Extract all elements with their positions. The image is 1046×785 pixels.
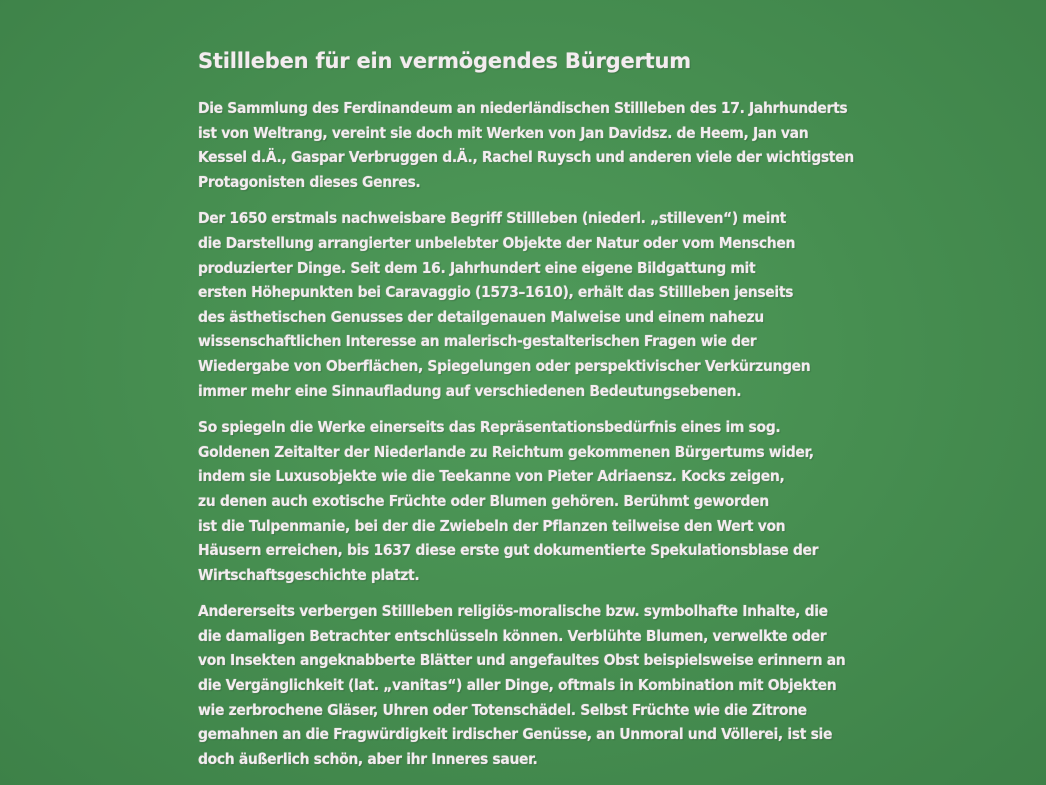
text-line: doch äußerlich schön, aber ihr Inneres sauer. <box>198 749 538 768</box>
text-line: ist die Tulpenmanie, bei der die Zwiebeln der Pflanzen teilweise den Wert von <box>198 516 786 535</box>
text-line: gemahnen an die Fragwürdigkeit irdischer Genüsse, an Unmoral und Völlerei, ist sie <box>198 725 833 744</box>
text-line: Goldenen Zeitalter der Niederlande zu Reichtum gekommenen Bürgertums wider, <box>198 442 814 461</box>
text-line: Häusern erreichen, bis 1637 diese erste gut dokumentierte Spekulationsblase der <box>198 541 819 560</box>
text-line: zu denen auch exotische Früchte oder Blumen gehören. Berühmt geworden <box>198 491 769 510</box>
text-line: Der 1650 erstmals nachweisbare Begriff Stillleben (niederl. „stilleven“) meint <box>198 209 786 228</box>
paragraph-representation <box>198 415 898 587</box>
paragraph-symbolism <box>198 599 898 771</box>
text-line: wie zerbrochene Gläser, Uhren oder Totenschädel. Selbst Früchte wie die Zitrone <box>198 700 807 719</box>
text-line: von Insekten angeknabberte Blätter und angefaultes Obst beispielsweise erinnern an <box>198 651 846 670</box>
text-line: die Darstellung arrangierter unbelebter Objekte der Natur oder vom Menschen <box>198 233 796 252</box>
text-line: ist von Weltrang, vereint sie doch mit Werken von Jan Davidsz. de Heem, Jan van <box>198 123 809 142</box>
panel-title: Stillleben für ein vermögendes Bürgertum <box>198 49 691 73</box>
text-line: produzierter Dinge. Seit dem 16. Jahrhundert eine eigene Bildgattung mit <box>198 258 756 277</box>
wall-text-panel <box>198 46 898 783</box>
text-line: indem sie Luxusobjekte wie die Teekanne von Pieter Adriaensz. Kocks zeigen, <box>198 467 785 486</box>
text-line: immer mehr eine Sinnaufladung auf verschiedenen Bedeutungsebenen. <box>198 381 742 400</box>
text-line: Wiedergabe von Oberflächen, Spiegelungen oder perspektivischer Verkürzungen <box>198 356 811 375</box>
text-line: wissenschaftlichen Interesse an malerisch-gestalterischen Fragen wie der <box>198 332 757 351</box>
text-line: des ästhetischen Genusses der detailgenauen Malweise und einem nahezu <box>198 307 764 326</box>
paragraph-definition <box>198 206 898 403</box>
text-line: ersten Höhepunkten bei Caravaggio (1573–1610), erhält das Stillleben jenseits <box>198 283 794 302</box>
text-line: Protagonisten dieses Genres. <box>198 172 421 191</box>
text-line: Kessel d.Ä., Gaspar Verbruggen d.Ä., Rachel Ruysch und anderen viele der wichtigsten <box>198 148 854 167</box>
text-line: Die Sammlung des Ferdinandeum an niederländischen Stillleben des 17. Jahrhunderts <box>198 99 848 117</box>
text-line: Wirtschaftsgeschichte platzt. <box>198 565 420 584</box>
text-line: So spiegeln die Werke einerseits das Repräsentationsbedürfnis eines im sog. <box>198 418 781 437</box>
text-line: die damaligen Betrachter entschlüsseln können. Verblühte Blumen, verwelkte oder <box>198 626 827 645</box>
paragraph-collection <box>198 96 898 194</box>
text-line: die Vergänglichkeit (lat. „vanitas“) aller Dinge, oftmals in Kombination mit Objekten <box>198 676 837 695</box>
text-line: Andererseits verbergen Stillleben religiös-moralische bzw. symbolhafte Inhalte, die <box>198 602 828 621</box>
